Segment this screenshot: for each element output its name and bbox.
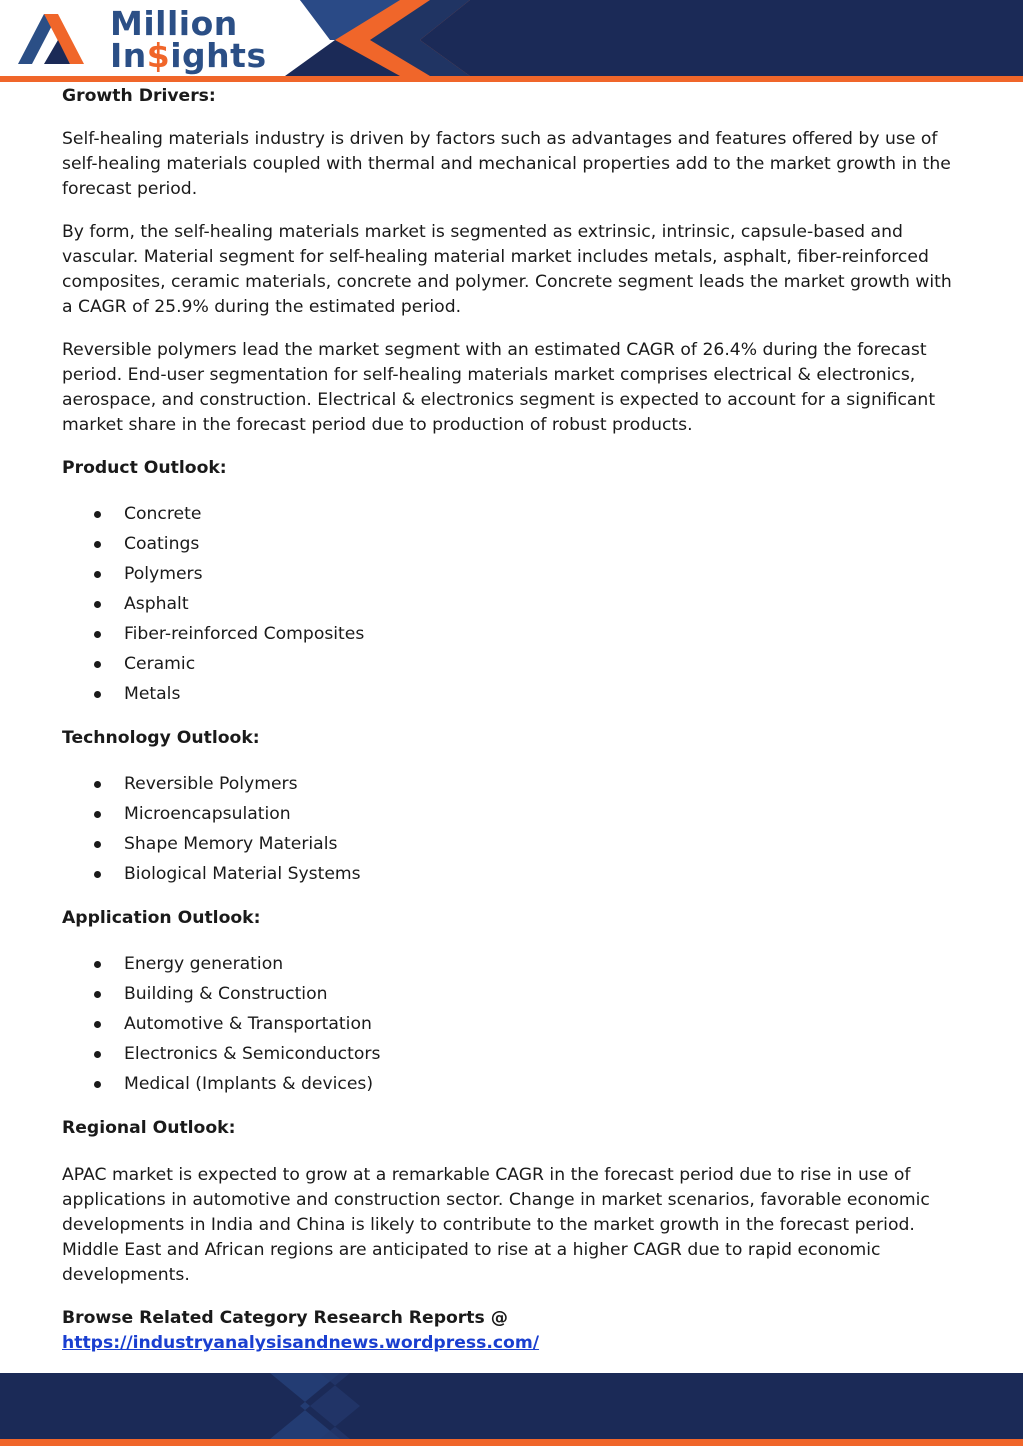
technology-list <box>62 769 962 889</box>
bullet-icon <box>94 1051 101 1058</box>
bullet-icon <box>94 541 101 548</box>
bullet-icon <box>94 661 101 668</box>
related-reports-link[interactable]: https://industryanalysisandnews.wordpress.com/ <box>62 1333 540 1353</box>
bullet-icon <box>94 781 101 788</box>
list-item: Medical (Implants & devices) <box>62 1069 962 1099</box>
logo-mark-icon <box>14 6 104 68</box>
list-item: Metals <box>62 679 962 709</box>
list-item: Coatings <box>62 529 962 559</box>
list-item: Building & Construction <box>62 979 962 1009</box>
growth-paragraph-1: Self-healing materials industry is driven by factors such as advantages and features offered by use of self-healing materials coupled with thermal and mechanical properties add to the market growth in the forecast period. <box>62 129 951 199</box>
list-item: Automotive & Transportation <box>62 1009 962 1039</box>
list-item: Biological Material Systems <box>62 859 962 889</box>
bullet-icon <box>94 631 101 638</box>
list-item: Energy generation <box>62 949 962 979</box>
list-item: Asphalt <box>62 589 962 619</box>
logo-line-2: In$ights <box>110 36 267 75</box>
regional-outlook-heading: Regional Outlook: <box>62 1118 236 1138</box>
list-item: Concrete <box>62 499 962 529</box>
growth-paragraph-3: Reversible polymers lead the market segment with an estimated CAGR of 26.4% during the forecast period. End-user segmentation for self-healing materials market comprises electrical & electronics, aerospace, and construction. Electrical & electronics segment is expected to account for a significant market share in the forecast period due to production of robust products. <box>62 340 936 435</box>
application-outlook-heading: Application Outlook: <box>62 908 261 928</box>
bullet-icon <box>94 511 101 518</box>
bullet-icon <box>94 571 101 578</box>
bullet-icon <box>94 1081 101 1088</box>
million-insights-logo <box>14 4 267 75</box>
list-item: Microencapsulation <box>62 799 962 829</box>
list-item: Polymers <box>62 559 962 589</box>
regional-paragraph: APAC market is expected to grow at a remarkable CAGR in the forecast period due to rise in use of applications in automotive and construction sector. Change in market scenarios, favorable economic developments in India and China is likely to contribute to the market growth in the forecast period. Middle East and African regions are anticipated to rise at a higher CAGR due to rapid economic developments. <box>62 1165 930 1285</box>
bullet-icon <box>94 961 101 968</box>
logo-dollar: $ <box>146 36 171 75</box>
bullet-icon <box>94 1021 101 1028</box>
footer-graphic <box>0 1373 1023 1448</box>
logo-line-1: Million <box>110 4 238 43</box>
growth-drivers-heading: Growth Drivers: <box>62 86 216 106</box>
browse-label: Browse Related Category Research Reports @ <box>62 1308 508 1328</box>
list-item: Fiber-reinforced Composites <box>62 619 962 649</box>
technology-outlook-heading: Technology Outlook: <box>62 728 260 748</box>
bullet-icon <box>94 841 101 848</box>
browse-related-line <box>62 1306 962 1356</box>
list-item: Reversible Polymers <box>62 769 962 799</box>
bullet-icon <box>94 991 101 998</box>
logo-wordmark <box>110 4 267 75</box>
bullet-icon <box>94 811 101 818</box>
application-list <box>62 949 962 1099</box>
list-item: Shape Memory Materials <box>62 829 962 859</box>
list-item: Ceramic <box>62 649 962 679</box>
growth-paragraph-2: By form, the self-healing materials market is segmented as extrinsic, intrinsic, capsule-based and vascular. Material segment for self-healing material market includes metals, asphalt, fiber-reinforced composites, ceramic materials, concrete and polymer. Concrete segment leads the market growth with a CAGR of 25.9% during the estimated period. <box>62 222 952 317</box>
list-item: Electronics & Semiconductors <box>62 1039 962 1069</box>
bullet-icon <box>94 871 101 878</box>
footer-banner <box>0 1373 1023 1448</box>
header-banner <box>0 0 1023 84</box>
product-list <box>62 499 962 709</box>
product-outlook-heading: Product Outlook: <box>62 458 227 478</box>
document-body <box>62 84 962 1356</box>
bullet-icon <box>94 691 101 698</box>
bullet-icon <box>94 601 101 608</box>
